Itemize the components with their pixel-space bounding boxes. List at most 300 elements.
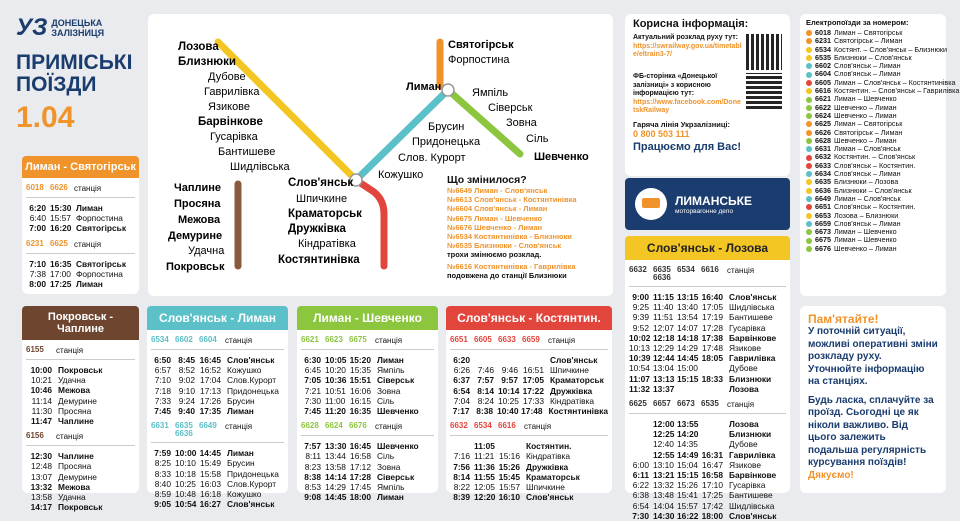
time-cell: 16:51 bbox=[523, 365, 544, 376]
time-cell: 8:11 bbox=[305, 451, 321, 462]
legend-number: 6535 bbox=[815, 52, 831, 62]
time-cell: 13:55 bbox=[677, 419, 699, 430]
time-cell: 15:30 bbox=[50, 203, 72, 213]
timetable-rows bbox=[625, 416, 790, 521]
changes-panel bbox=[447, 174, 617, 280]
timetable-row bbox=[26, 259, 135, 269]
legend-dot bbox=[806, 163, 812, 169]
timetable-rows bbox=[625, 289, 790, 394]
time-cell: 10:05 bbox=[325, 355, 347, 365]
depot-banner bbox=[625, 178, 790, 230]
time-cell: 15:51 bbox=[349, 375, 371, 386]
legend-number: 6673 bbox=[815, 227, 831, 237]
legend-dot bbox=[806, 146, 812, 152]
time-cell: 15:35 bbox=[350, 365, 371, 376]
map-brown-station-2: Межова bbox=[178, 214, 221, 226]
legend-number: 6633 bbox=[815, 160, 831, 170]
time-cell: 9:24 bbox=[178, 395, 195, 406]
time-cell: 14:45 bbox=[199, 448, 221, 459]
legend-route: Шевченко – Лиман bbox=[834, 135, 897, 145]
timetable-row bbox=[450, 386, 608, 396]
time-cell: 6:45 bbox=[304, 365, 321, 376]
changes-item-2: №6616 Костянтинівка - Гаврилівка bbox=[447, 262, 576, 272]
changes-item: №6535 Близнюки - Слов'янськ bbox=[447, 241, 562, 251]
station-cell: Брусин bbox=[227, 458, 255, 469]
train-number: 6651 bbox=[450, 335, 468, 344]
time-cell: 16:52 bbox=[200, 365, 221, 376]
legend-route: Шевченко – Лиман bbox=[834, 110, 897, 120]
station-cell: Язикове bbox=[729, 343, 761, 354]
timetable-row bbox=[301, 406, 434, 416]
timetable-row bbox=[629, 312, 786, 322]
station-cell: Шидлівська bbox=[729, 500, 775, 511]
time-cell: 12:40 bbox=[653, 439, 674, 450]
legend-route: Лозова – Близнюки bbox=[834, 210, 899, 220]
time-cell: 6:54 bbox=[453, 385, 470, 396]
time-cell: 12:30 bbox=[30, 451, 52, 462]
time-cell: 12:18 bbox=[653, 332, 675, 343]
time-cell bbox=[629, 419, 653, 429]
map-station-4: Язикове bbox=[208, 101, 251, 113]
map-station-7: Бантишеве bbox=[218, 146, 276, 158]
legend-route: Слов'янськ – Лиман bbox=[834, 61, 901, 71]
timetable-row bbox=[26, 482, 135, 492]
legend-number: 6602 bbox=[815, 61, 831, 71]
changes-item: №6676 Шевченко - Лиман bbox=[447, 222, 543, 232]
legend-route: Лиман – Шевченко bbox=[834, 94, 897, 104]
time-cell: 7:30 bbox=[632, 510, 649, 521]
time-cell: 13:13 bbox=[653, 373, 675, 384]
time-cell: 16:45 bbox=[349, 441, 371, 452]
timetable-row bbox=[151, 499, 284, 509]
train-number: 6616 bbox=[701, 265, 719, 274]
time-cell: 15:04 bbox=[677, 459, 698, 470]
time-cell: 16:35 bbox=[349, 406, 371, 417]
time-cell: 8:52 bbox=[178, 365, 195, 376]
map-right-station-11: Кожушко bbox=[378, 169, 424, 181]
station-cell: Близнюки bbox=[729, 373, 772, 384]
legend-dot bbox=[806, 130, 812, 136]
time-cell bbox=[629, 429, 653, 439]
time-cell: 15:26 bbox=[677, 480, 698, 491]
station-header: станція bbox=[548, 336, 576, 345]
legend-route: Близнюки – Слов'янськ bbox=[834, 52, 912, 62]
timetable-row bbox=[26, 396, 135, 406]
changes-list bbox=[447, 186, 617, 250]
legend-number: 6231 bbox=[815, 36, 831, 46]
time-cell: 14:17 bbox=[30, 502, 52, 513]
page-title-1: ПРИМІСЬКІ bbox=[16, 51, 133, 74]
train-number: 6156 bbox=[26, 431, 44, 441]
time-cell bbox=[498, 441, 524, 451]
legend-title: Електропоїзди за номером: bbox=[806, 18, 909, 27]
train-number: 6621 bbox=[301, 335, 319, 344]
timetable-row bbox=[629, 363, 786, 373]
changes-item: №6613 Слов'янськ - Костянтинівка bbox=[447, 195, 577, 205]
time-cell: 13:32 bbox=[30, 481, 52, 492]
time-cell: 18:00 bbox=[701, 510, 723, 521]
time-cell bbox=[701, 384, 727, 394]
time-cell: 16:18 bbox=[200, 489, 221, 500]
legend-dot bbox=[806, 47, 812, 53]
table-slov-lozova bbox=[625, 236, 790, 521]
time-cell: 15:57 bbox=[499, 482, 520, 493]
time-cell: 17:05 bbox=[702, 302, 723, 313]
time-cell: 16:45 bbox=[199, 355, 221, 365]
train-number: 6633 bbox=[498, 335, 516, 344]
legend-route: Костянт. – Слов'янськ – Близнюки bbox=[834, 44, 948, 54]
map-station-10: Шпичкине bbox=[296, 193, 348, 205]
timetable-row bbox=[629, 384, 786, 394]
time-cell: 8:24 bbox=[477, 395, 494, 406]
map-station-3: Гаврилівка bbox=[204, 86, 260, 98]
station-cell: Краматорськ bbox=[550, 375, 604, 386]
legend-route: Близнюки – Лозова bbox=[834, 177, 899, 187]
time-cell: 9:08 bbox=[304, 492, 321, 503]
depot-name: ЛИМАНСЬКЕ bbox=[675, 193, 752, 208]
station-cell: Слов'янськ bbox=[550, 355, 598, 365]
station-header: станція bbox=[524, 422, 552, 432]
legend-dot bbox=[806, 188, 812, 194]
map-brown-station-1: Просяна bbox=[174, 198, 221, 210]
legend-number: 6628 bbox=[815, 135, 831, 145]
timetable-row bbox=[301, 441, 434, 451]
time-cell: 17:05 bbox=[522, 375, 544, 386]
timetable-row bbox=[26, 406, 135, 416]
time-cell: 18:05 bbox=[701, 353, 723, 364]
legend-dot bbox=[806, 179, 812, 185]
station-header: станція bbox=[375, 422, 403, 432]
train-number: 6635 6636 bbox=[175, 421, 193, 439]
depot-logo-icon bbox=[635, 188, 667, 220]
time-cell: 8:38 bbox=[476, 406, 494, 417]
timetable-row bbox=[301, 472, 434, 482]
timetable-row bbox=[629, 302, 786, 312]
map-station-12: Дружківка bbox=[288, 223, 346, 235]
legend-route: Шевченко – Лиман bbox=[834, 243, 897, 253]
time-cell bbox=[629, 439, 653, 449]
train-number: 6631 bbox=[151, 421, 169, 431]
time-cell: 6:00 bbox=[632, 459, 649, 470]
table-slov-kostiantynivka bbox=[446, 306, 612, 503]
time-cell: 6:54 bbox=[632, 500, 649, 511]
time-cell: 17:38 bbox=[701, 332, 723, 343]
timetable-row bbox=[26, 365, 135, 375]
station-cell: Шидлівська bbox=[729, 302, 775, 313]
timetable-row bbox=[301, 365, 434, 375]
time-cell: 11:36 bbox=[474, 461, 495, 472]
map-station-6: Гусарівка bbox=[210, 131, 258, 143]
time-cell: 17:48 bbox=[521, 406, 543, 417]
time-cell: 15:45 bbox=[498, 471, 520, 482]
map-right-station-10: Слов. Курорт bbox=[398, 152, 466, 164]
timetable-row bbox=[151, 489, 284, 499]
train-number: 6632 bbox=[450, 421, 468, 431]
time-cell: 10:02 bbox=[629, 332, 651, 343]
facebook-link[interactable]: https://www.facebook.com/DonetskRailway bbox=[633, 98, 741, 115]
train-number: 6534 bbox=[151, 335, 169, 344]
time-cell: 13:15 bbox=[677, 292, 699, 302]
station-header: станція bbox=[375, 336, 403, 345]
time-cell: 12:00 bbox=[653, 419, 675, 430]
time-cell: 7:57 bbox=[477, 375, 494, 386]
station-cell: Лиман bbox=[227, 406, 254, 417]
hotline-phone[interactable]: 0 800 503 111 bbox=[633, 128, 690, 139]
train-number: 6628 bbox=[301, 421, 319, 431]
train-numbers-row bbox=[301, 332, 434, 350]
time-cell: 15:15 bbox=[677, 470, 699, 481]
notice-thanks: Дякуємо! bbox=[808, 469, 854, 481]
timetable-row bbox=[629, 343, 786, 353]
legend-dot bbox=[806, 155, 812, 161]
legend-number: 6622 bbox=[815, 102, 831, 112]
timetable-row bbox=[629, 480, 786, 490]
time-cell: 7:59 bbox=[154, 448, 171, 459]
station-cell: Шевченко bbox=[377, 406, 419, 417]
legend-route: Святогірськ – Лиман bbox=[834, 36, 903, 46]
notice-p1: У поточній ситуації, можливі оперативні зміни розкладу руху. Уточнюйте інформацію на станціях. bbox=[808, 326, 938, 387]
time-cell: 9:10 bbox=[178, 385, 195, 396]
map-station-13: Кіндратівка bbox=[298, 238, 356, 250]
legend-route: Лиман – Слов'янськ bbox=[834, 144, 901, 154]
time-cell: 11:40 bbox=[653, 302, 674, 313]
time-cell: 11:47 bbox=[31, 416, 52, 427]
timetable-row bbox=[26, 223, 135, 233]
legend-number: 6018 bbox=[815, 28, 831, 37]
legend-number: 6659 bbox=[815, 218, 831, 228]
timetable-row bbox=[301, 375, 434, 385]
legend-route: Близнюки – Слов'янськ bbox=[834, 185, 912, 195]
map-station-9: Слов'янськ bbox=[288, 177, 354, 189]
timetable-row bbox=[450, 472, 608, 482]
notice-p2: Будь ласка, сплачуйте за проїзд. Сьогодні це як ніколи важливо. Від цього залежить подальша регулярність курсування поїздів! bbox=[808, 394, 934, 468]
time-cell bbox=[474, 355, 498, 365]
station-header: станція bbox=[74, 239, 102, 249]
route-map bbox=[148, 14, 613, 296]
time-cell: 12:25 bbox=[653, 429, 675, 440]
time-cell: 6:22 bbox=[632, 480, 649, 491]
train-number: 6676 bbox=[349, 421, 367, 431]
time-cell: 12:07 bbox=[653, 322, 674, 333]
station-cell: Слов'янськ bbox=[729, 292, 777, 302]
time-cell: 16:58 bbox=[701, 470, 723, 481]
legend-number: 6675 bbox=[815, 235, 831, 245]
time-cell bbox=[701, 439, 727, 449]
info-actual: Актуальний розклад руху тут: bbox=[633, 34, 738, 41]
time-cell: 9:02 bbox=[178, 375, 195, 386]
time-cell: 10:20 bbox=[325, 365, 346, 376]
legend-dot bbox=[806, 121, 812, 127]
time-cell: 17:00 bbox=[50, 268, 71, 279]
train-number: 6624 bbox=[325, 421, 343, 431]
station-header: станція bbox=[225, 336, 253, 345]
time-cell: 7:45 bbox=[304, 406, 321, 417]
station-cell: Дубове bbox=[729, 439, 758, 450]
map-station-14: Костянтинівка bbox=[278, 254, 360, 266]
time-cell: 6:30 bbox=[304, 355, 321, 365]
timetable-row bbox=[26, 385, 135, 395]
time-cell: 13:32 bbox=[653, 480, 674, 491]
time-cell: 6:20 bbox=[29, 203, 46, 213]
table-title: Слов'янськ - Лозова bbox=[625, 236, 790, 260]
legend-number: 6632 bbox=[815, 152, 831, 162]
info-card bbox=[625, 14, 790, 176]
time-cell: 17:35 bbox=[199, 406, 221, 417]
time-cell: 17:22 bbox=[522, 385, 544, 396]
legend-route: Костянтин. – Слов'янськ – Гаврилівка bbox=[834, 86, 960, 96]
station-cell: Удачна bbox=[58, 492, 86, 503]
train-numbers-row bbox=[26, 180, 135, 198]
station-cell: Близнюки bbox=[729, 429, 772, 440]
time-cell: 13:58 bbox=[31, 492, 52, 503]
time-cell: 7:10 bbox=[29, 258, 46, 269]
time-cell: 13:21 bbox=[653, 470, 675, 481]
time-cell: 7:57 bbox=[304, 441, 321, 452]
station-cell: Гаврилівка bbox=[729, 449, 776, 460]
legend-dot bbox=[806, 238, 812, 244]
time-cell: 7:45 bbox=[154, 406, 171, 417]
legend-item bbox=[806, 245, 940, 253]
time-cell: 16:15 bbox=[350, 395, 371, 406]
time-cell: 8:14 bbox=[453, 471, 470, 482]
timetable-row bbox=[26, 279, 135, 289]
time-cell: 10:13 bbox=[629, 343, 650, 354]
timetable-row bbox=[151, 458, 284, 468]
station-cell: Святогірськ bbox=[76, 258, 127, 269]
time-cell: 15:49 bbox=[200, 458, 221, 469]
time-cell: 9:40 bbox=[178, 406, 195, 417]
legend-number: 6653 bbox=[815, 210, 831, 220]
time-cell bbox=[701, 419, 727, 429]
changes-title: Що змінилося? bbox=[447, 174, 527, 186]
station-cell: Барвінкове bbox=[729, 470, 777, 481]
station-cell: Лиман bbox=[377, 492, 404, 503]
time-cell: 10:36 bbox=[325, 375, 347, 386]
time-cell: 12:48 bbox=[31, 461, 52, 472]
time-cell: 10:14 bbox=[498, 385, 520, 396]
time-cell: 7:38 bbox=[29, 268, 46, 279]
time-cell: 17:42 bbox=[702, 500, 723, 511]
station-cell: Зовна bbox=[377, 461, 401, 472]
time-cell: 10:39 bbox=[629, 353, 651, 364]
brand-panel bbox=[16, 14, 146, 144]
legend-route: Святогірськ – Лиман bbox=[834, 127, 903, 137]
time-cell: 14:30 bbox=[653, 510, 675, 521]
legend-number: 6625 bbox=[815, 119, 831, 129]
changes-item: №6675 Лиман - Шевченко bbox=[447, 213, 543, 223]
table-title: Лиман - Шевченко bbox=[297, 306, 438, 330]
timetable-row bbox=[450, 396, 608, 406]
time-cell: 14:45 bbox=[325, 492, 347, 503]
train-numbers-row bbox=[629, 262, 786, 287]
time-cell: 7:16 bbox=[453, 451, 470, 462]
train-numbers-row bbox=[450, 332, 608, 350]
timetable-row bbox=[450, 441, 608, 451]
timetable-row bbox=[301, 482, 434, 492]
timetable-row bbox=[629, 374, 786, 384]
notice-card bbox=[800, 306, 946, 493]
time-cell: 8:14 bbox=[477, 385, 494, 396]
timetable-row bbox=[629, 490, 786, 500]
timetable-row bbox=[450, 482, 608, 492]
timetable-row bbox=[26, 375, 135, 385]
time-cell: 7:33 bbox=[154, 395, 171, 406]
org-line1: ДОНЕЦЬКА bbox=[51, 18, 103, 28]
time-cell: 8:59 bbox=[154, 489, 171, 500]
station-cell: Лиман bbox=[227, 448, 254, 459]
map-station-2: Дубове bbox=[208, 71, 246, 83]
station-cell: Брусин bbox=[227, 395, 255, 406]
org-line2: ЗАЛІЗНИЦЯ bbox=[51, 28, 105, 38]
map-right-station-6: Сіль bbox=[526, 133, 549, 145]
qr-code-1 bbox=[746, 34, 782, 70]
map-station-11: Краматорськ bbox=[288, 208, 362, 220]
time-cell: 15:57 bbox=[677, 500, 698, 511]
time-cell: 17:28 bbox=[349, 471, 371, 482]
station-cell: Зовна bbox=[377, 385, 401, 396]
legend-dot bbox=[806, 80, 812, 86]
train-number: 6626 bbox=[50, 183, 68, 192]
table-body bbox=[446, 332, 612, 502]
time-cell: 10:54 bbox=[629, 363, 650, 374]
time-cell: 8:00 bbox=[29, 279, 46, 290]
timetable-row bbox=[629, 450, 786, 460]
train-number: 6616 bbox=[498, 421, 516, 431]
table-body bbox=[625, 262, 790, 521]
time-cell: 11:51 bbox=[653, 312, 674, 323]
time-cell: 11:05 bbox=[474, 441, 495, 452]
train-numbers-row bbox=[26, 342, 135, 360]
train-number: 6659 bbox=[522, 335, 540, 344]
time-cell: 17:25 bbox=[702, 490, 723, 501]
station-cell: Дубове bbox=[729, 363, 758, 374]
time-cell: 15:26 bbox=[498, 461, 520, 472]
timetable-row bbox=[450, 365, 608, 375]
legend-dot bbox=[806, 221, 812, 227]
train-number: 6625 bbox=[50, 238, 68, 248]
station-cell: Форпостина bbox=[76, 213, 123, 224]
timetable-row bbox=[629, 292, 786, 302]
time-cell: 11:30 bbox=[31, 405, 52, 416]
station-cell: Гусарівка bbox=[729, 480, 766, 491]
timetable-row bbox=[301, 355, 434, 365]
timetable-row bbox=[629, 501, 786, 511]
time-cell: 17:48 bbox=[702, 343, 723, 354]
timetable-row bbox=[629, 323, 786, 333]
legend-dot bbox=[806, 55, 812, 61]
station-cell: Придонецька bbox=[227, 385, 279, 396]
time-cell: 10:54 bbox=[175, 499, 197, 510]
time-cell: 17:13 bbox=[200, 385, 221, 396]
legend-route: Слов'янськ – Костянтин. bbox=[834, 160, 916, 170]
map-brown-station-0: Чаплине bbox=[174, 182, 222, 194]
time-cell: 7:30 bbox=[304, 395, 321, 406]
table-lyman-sviatohirsk bbox=[22, 156, 139, 294]
timetable-link[interactable]: https://swrailway.gov.ua/timetable/eltrain3-7/ bbox=[633, 42, 742, 59]
time-cell: 13:30 bbox=[325, 441, 347, 452]
legend-dot bbox=[806, 63, 812, 69]
time-cell: 14:18 bbox=[677, 332, 699, 343]
time-cell: 18:00 bbox=[349, 492, 371, 503]
legend-route: Лиман – Слов'янськ bbox=[834, 193, 901, 203]
legend-dot bbox=[806, 72, 812, 78]
station-cell: Гусарівка bbox=[729, 322, 766, 333]
station-header: станція bbox=[727, 400, 755, 410]
time-cell: 14:49 bbox=[677, 449, 699, 460]
station-cell: Костянтинівка bbox=[548, 406, 609, 417]
time-cell: 17:28 bbox=[702, 322, 723, 333]
time-cell: 14:20 bbox=[677, 429, 699, 440]
